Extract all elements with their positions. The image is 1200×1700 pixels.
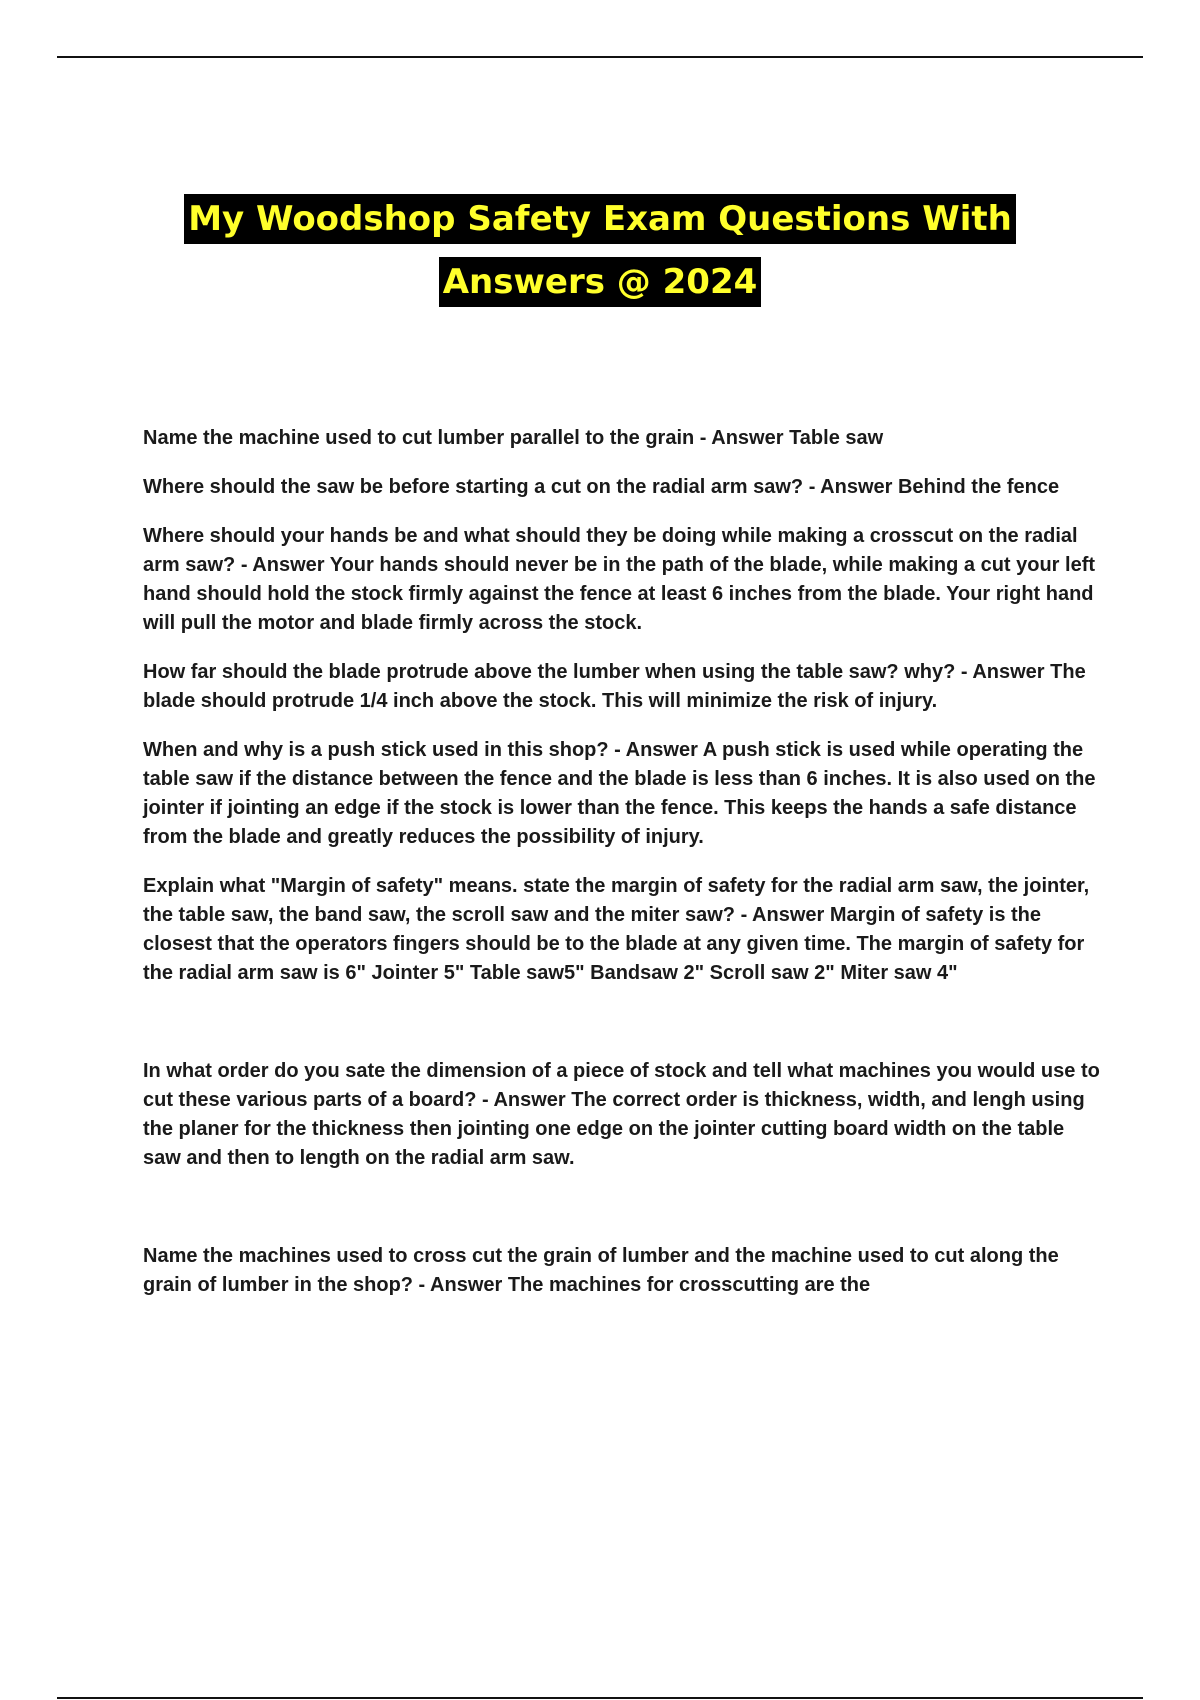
bottom-divider (57, 1697, 1143, 1699)
qa-item-7: In what order do you sate the dimension of a piece of stock and tell what machines you would use to cut these various parts of a board? - Answer The correct order is thickness, width, and lengh using the planer for the thickness then jointing one edge on the jointer cutting board width on the table saw and then to length on the radial arm saw. (143, 1060, 1100, 1169)
title-line-2: Answers @ 2024 (439, 257, 762, 307)
top-divider (57, 56, 1143, 58)
qa-item-4: How far should the blade protrude above the lumber when using the table saw? why? - Answer The blade should protrude 1/4 inch above the stock. This will minimize the risk of injury. (143, 661, 1086, 712)
qa-item-8: Name the machines used to cross cut the grain of lumber and the machine used to cut along the grain of lumber in the shop? - Answer The machines for crosscutting are the (143, 1245, 1059, 1296)
title-line-1: My Woodshop Safety Exam Questions With (184, 194, 1016, 244)
qa-list (143, 424, 1103, 1320)
qa-item-5: When and why is a push stick used in this shop? - Answer A push stick is used while operating the table saw if the distance between the fence and the blade is less than 6 inches. It is also used on the jointer if jointing an edge if the stock is lower than the fence. This keeps the hands a safe distance from the blade and greatly reduces the possibility of injury. (143, 739, 1096, 848)
document-title (0, 192, 1200, 318)
qa-item-2: Where should the saw be before starting a cut on the radial arm saw? - Answer Behind the fence (143, 476, 1060, 498)
qa-item-6: Explain what "Margin of safety" means. state the margin of safety for the radial arm saw, the jointer, the table saw, the band saw, the scroll saw and the miter saw? - Answer Margin of safety is the closest that the operators fingers should be to the blade at any given time. The margin of safety for the radial arm saw is 6" Jointer 5" Table saw5" Bandsaw 2" Scroll saw 2" Miter saw 4" (143, 875, 1090, 984)
qa-item-1: Name the machine used to cut lumber parallel to the grain - Answer Table saw (143, 427, 884, 449)
qa-item-3: Where should your hands be and what should they be doing while making a crosscut on the radial arm saw? - Answer Your hands should never be in the path of the blade, while making a cut your left hand should hold the stock firmly against the fence at least 6 inches from the blade. Your right hand will pull the motor and blade firmly across the stock. (143, 525, 1096, 634)
